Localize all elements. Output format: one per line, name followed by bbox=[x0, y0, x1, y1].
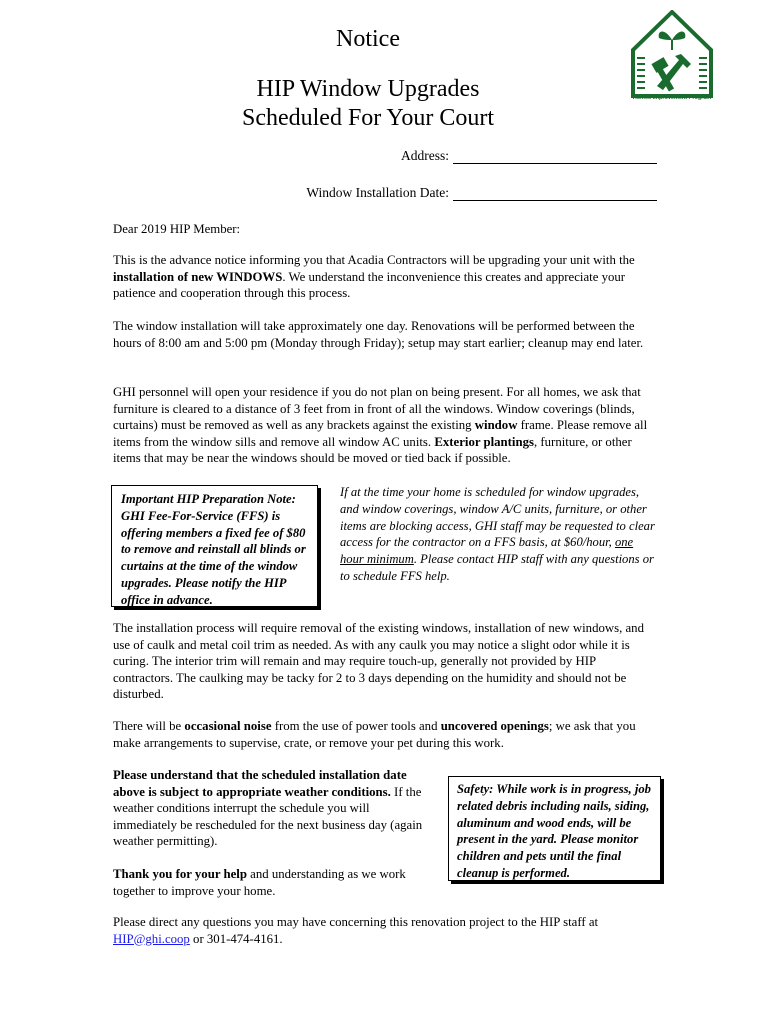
hip-email-link[interactable]: HIP@ghi.coop bbox=[113, 931, 190, 946]
installation-date-blank-line[interactable] bbox=[453, 185, 657, 201]
address-field-row bbox=[401, 148, 657, 164]
title-line-2: Scheduled For Your Court bbox=[241, 105, 494, 131]
hip-house-logo-icon bbox=[631, 10, 713, 106]
paragraph-installation-process: The installation process will require removal of the existing windows, installation of new windows, and use of caulk and metal coil trim as needed. As with any caulk you may notice a slight odor while it is curing. The interior trim will remain and may require touch-up, generally not provided by HIP contractors. The caulking may be tacky for 2 to 3 days depending on the humidity and should not be disturbed. bbox=[113, 621, 644, 702]
paragraph-thank-you: Thank you for your help and understanding as we work together to improve your home. bbox=[113, 867, 406, 898]
paragraph-noise: There will be occasional noise from the use of power tools and uncovered openings; we ask that you make arrangements to supervise, crate, or remove your pet during this work. bbox=[113, 719, 636, 750]
paragraph-contact: Please direct any questions you may have concerning this renovation project to the HIP staff at HIP@ghi.coop or 301-474-4161. bbox=[113, 915, 599, 946]
logo-caption: Homes Improvement Program bbox=[632, 95, 712, 101]
preparation-note-box: Important HIP Preparation Note: GHI Fee-For-Service (FFS) is offering members a fixed fee of $80 to remove and reinstall all blinds or curtains at the time of the window upgrades. Please notify the HIP office in advance. bbox=[111, 485, 318, 607]
greeting: Dear 2019 HIP Member: bbox=[113, 222, 241, 236]
title-line-1: HIP Window Upgrades bbox=[256, 76, 480, 102]
address-label: Address: bbox=[401, 148, 449, 163]
ffs-notice: If at the time your home is scheduled for window upgrades, and window coverings, window A/C units, furniture, or other items are blocking access, GHI staff may be requested to clear access for the contractor on a FFS basis, at $60/hour, one hour minimum. Please contact HIP staff with any questions or to schedule FFS help. bbox=[340, 485, 655, 583]
notice-heading: Notice bbox=[336, 26, 400, 52]
paragraph-intro: This is the advance notice informing you that Acadia Contractors will be upgrading your unit with the installation of new WINDOWS. We understand the inconvenience this creates and appreciate your patience and cooperation through this process. bbox=[113, 253, 635, 301]
paragraph-schedule: The window installation will take approximately one day. Renovations will be performed between the hours of 8:00 am and 5:00 pm (Monday through Friday); setup may start earlier; cleanup may end later. bbox=[113, 319, 644, 350]
address-blank-line[interactable] bbox=[453, 148, 657, 164]
safety-note-box: Safety: While work is in progress, job related debris including nails, siding, aluminum and wood ends, will be present in the yard. Please monitor children and pets until the final cleanup is performed. bbox=[448, 776, 661, 881]
installation-date-field-row bbox=[306, 185, 657, 201]
paragraph-weather: Please understand that the scheduled installation date above is subject to appropriate weather conditions. If the weather conditions interrupt the schedule you will immediately be rescheduled for the next business day (again weather permitting). bbox=[113, 768, 423, 849]
installation-date-label: Window Installation Date: bbox=[306, 185, 449, 200]
paragraph-preparation: GHI personnel will open your residence if you do not plan on being present. For all homes, we ask that furniture is cleared to a distance of 3 feet from in front of all the windows. Window coverings (blinds, curtains) must be removed as well as any brackets against the existing window frame. Please remove all items from the window sills and remove all window AC units. Exterior plantings, furniture, or other items that may be near the windows should be moved or tied back if possible. bbox=[113, 385, 648, 466]
